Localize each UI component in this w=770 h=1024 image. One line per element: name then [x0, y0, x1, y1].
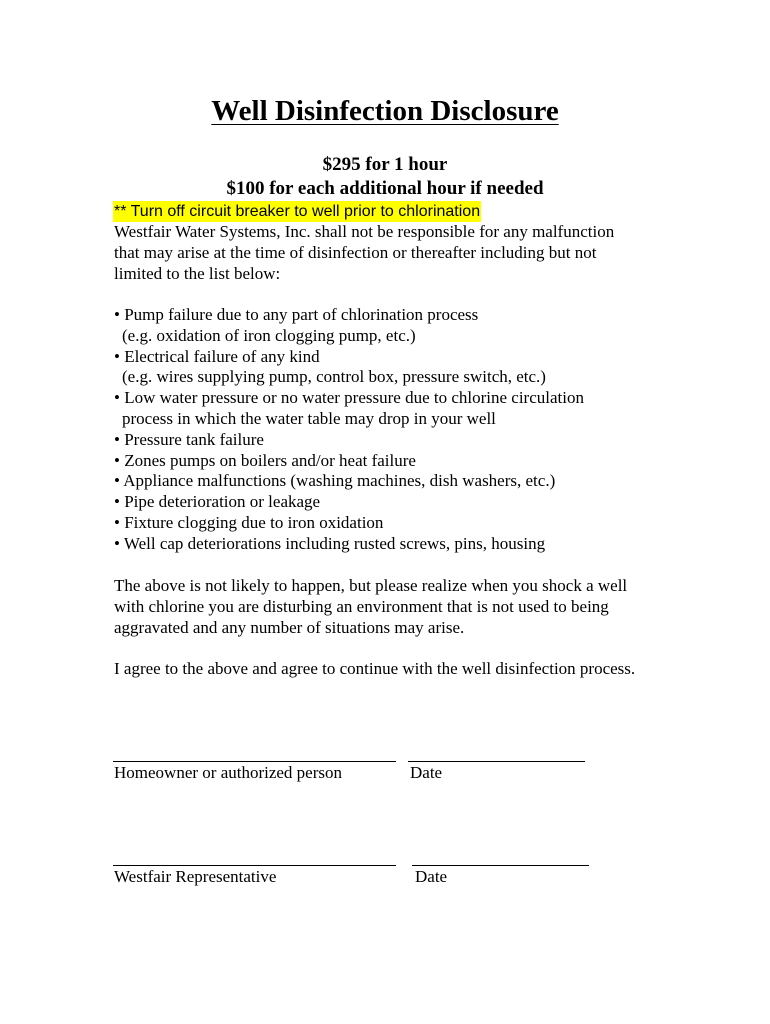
liability-intro	[114, 222, 674, 284]
risk-explanation	[114, 576, 674, 638]
malfunction-list	[114, 305, 674, 555]
list-item-detail: process in which the water table may drop in your well	[122, 408, 496, 428]
list-item-detail: (e.g. wires supplying pump, control box, pressure switch, etc.)	[122, 367, 546, 387]
list-item: • Well cap deteriorations including rusted screws, pins, housing	[114, 533, 546, 553]
list-item: • Low water pressure or no water pressure due to chlorine circulation	[114, 388, 584, 408]
representative-signature-line[interactable]	[113, 865, 396, 866]
list-item: • Fixture clogging due to iron oxidation	[114, 512, 384, 532]
representative-date-label: Date	[415, 867, 448, 886]
list-item: • Pump failure due to any part of chlorination process	[114, 305, 479, 324]
list-item: • Pressure tank failure	[114, 429, 264, 449]
homeowner-signature-label: Homeowner or authorized person	[114, 763, 343, 782]
representative-date-line[interactable]	[412, 865, 589, 866]
intro-line: that may arise at the time of disinfection or thereafter including but not	[114, 242, 597, 262]
list-item: • Pipe deterioration or leakage	[114, 492, 321, 512]
list-item: • Zones pumps on boilers and/or heat failure	[114, 450, 416, 470]
highlighted-warning: ** Turn off circuit breaker to well prior to chlorination	[114, 203, 481, 220]
list-item: • Electrical failure of any kind	[114, 346, 320, 366]
intro-line: limited to the list below:	[114, 263, 281, 283]
list-item: • Appliance malfunctions (washing machines, dish washers, etc.)	[114, 471, 556, 491]
price-hourly: $295 for 1 hour	[322, 154, 448, 175]
homeowner-signature-line[interactable]	[113, 761, 396, 762]
agreement-statement: I agree to the above and agree to continue with the well disinfection process.	[114, 659, 636, 678]
page-title: Well Disinfection Disclosure	[211, 95, 559, 127]
representative-signature-label: Westfair Representative	[114, 867, 277, 886]
homeowner-date-line[interactable]	[408, 761, 585, 762]
price-additional: $100 for each additional hour if needed	[226, 178, 544, 199]
closing-line: aggravated and any number of situations may arise.	[114, 617, 465, 637]
list-item-detail: (e.g. oxidation of iron clogging pump, etc.)	[122, 325, 416, 345]
closing-line: with chlorine you are disturbing an environment that is not used to being	[114, 596, 609, 616]
homeowner-date-label: Date	[410, 763, 443, 782]
closing-line: The above is not likely to happen, but please realize when you shock a well	[114, 576, 628, 595]
intro-line: Westfair Water Systems, Inc. shall not be responsible for any malfunction	[114, 222, 615, 241]
